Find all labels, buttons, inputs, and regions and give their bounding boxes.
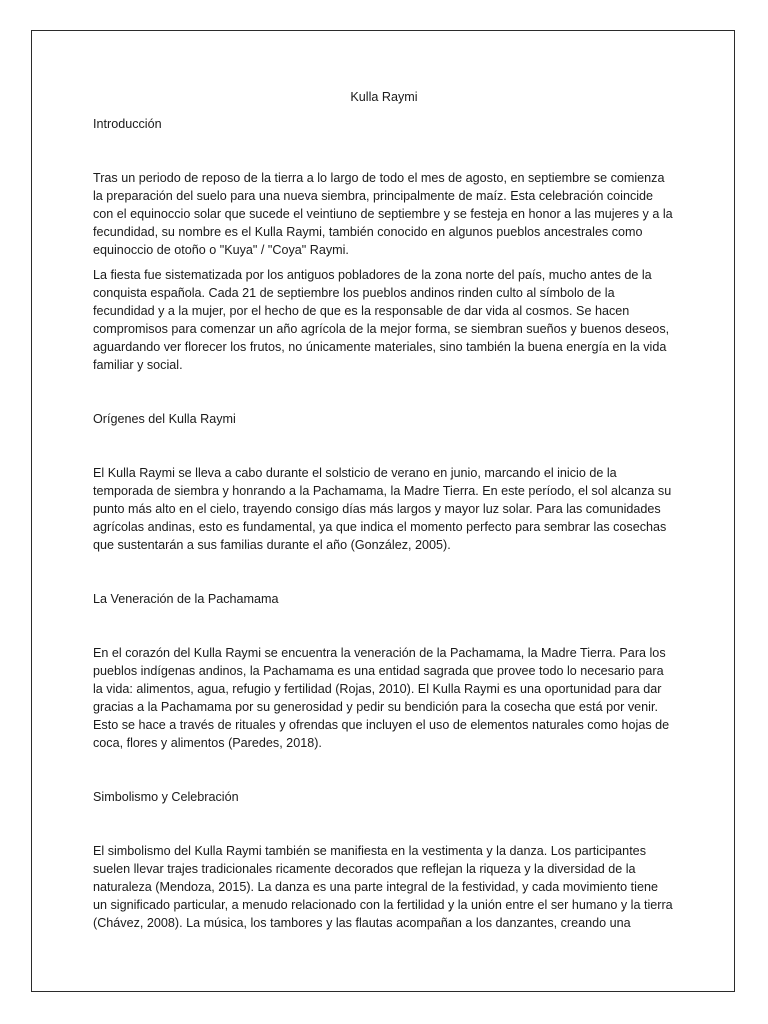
- section-heading-introduccion: Introducción: [93, 117, 162, 131]
- page-content: [93, 88, 675, 932]
- section-heading-veneracion: La Veneración de la Pachamama: [93, 592, 279, 606]
- section-heading-origenes: Orígenes del Kulla Raymi: [93, 412, 236, 426]
- paragraph: En el corazón del Kulla Raymi se encuentra la veneración de la Pachamama, la Madre Tierra. Para los pueblos indígenas andinos, la Pachamama es una entidad sagrada que provee todo lo necesario para la vida: alimentos, agua, refugio y fertilidad (Rojas, 2010). El Kulla Raymi es una oportunidad para dar gracias a la Pachamama por su generosidad y pedir su bendición para la cosecha que está por venir. Esto se hace a través de rituales y ofrendas que incluyen el uso de elementos naturales como hojas de coca, flores y alimentos (Paredes, 2018).: [93, 646, 670, 750]
- document-title: Kulla Raymi: [350, 90, 418, 104]
- paragraph: El Kulla Raymi se lleva a cabo durante el solsticio de verano en junio, marcando el inicio de la temporada de siembra y honrando a la Pachamama, la Madre Tierra. En este período, el sol alcanza su punto más alto en el cielo, trayendo consigo días más largos y mayor luz solar. Para las comunidades agrícolas andinas, esto es fundamental, ya que indica el momento perfecto para sembrar las cosechas que sustentarán a sus familias durante el año (González, 2005).: [93, 466, 672, 552]
- document-page: [31, 30, 735, 992]
- paragraph: Tras un periodo de reposo de la tierra a lo largo de todo el mes de agosto, en septiembre se comienza la preparación del suelo para una nueva siembra, principalmente de maíz. Esta celebración coincide con el equinoccio solar que sucede el veintiuno de septiembre y se festeja en honor a las mujeres y a la fecundidad, su nombre es el Kulla Raymi, también conocido en algunos pueblos ancestrales como equinoccio de otoño o "Kuya" / "Coya" Raymi.: [93, 171, 673, 257]
- paragraph: La fiesta fue sistematizada por los antiguos pobladores de la zona norte del país, mucho antes de la conquista española. Cada 21 de septiembre los pueblos andinos rinden culto al símbolo de la fecundidad y a la mujer, por el hecho de que es la responsable de dar vida al cosmos. Se hacen compromisos para comenzar un año agrícola de la mejor forma, se siembran sueños y buenos deseos, aguardando ver florecer los frutos, no únicamente materiales, sino también la buena energía en la vida familiar y social.: [93, 268, 670, 372]
- section-heading-simbolismo: Simbolismo y Celebración: [93, 790, 239, 804]
- paragraph: El simbolismo del Kulla Raymi también se manifiesta en la vestimenta y la danza. Los participantes suelen llevar trajes tradicionales ricamente decorados que reflejan la riqueza y la diversidad de la naturaleza (Mendoza, 2015). La danza es una parte integral de la festividad, y cada movimiento tiene un significado particular, a menudo relacionado con la fertilidad y la unión entre el ser humano y la tierra (Chávez, 2008). La música, los tambores y las flautas acompañan a los danzantes, creando una: [93, 844, 673, 930]
